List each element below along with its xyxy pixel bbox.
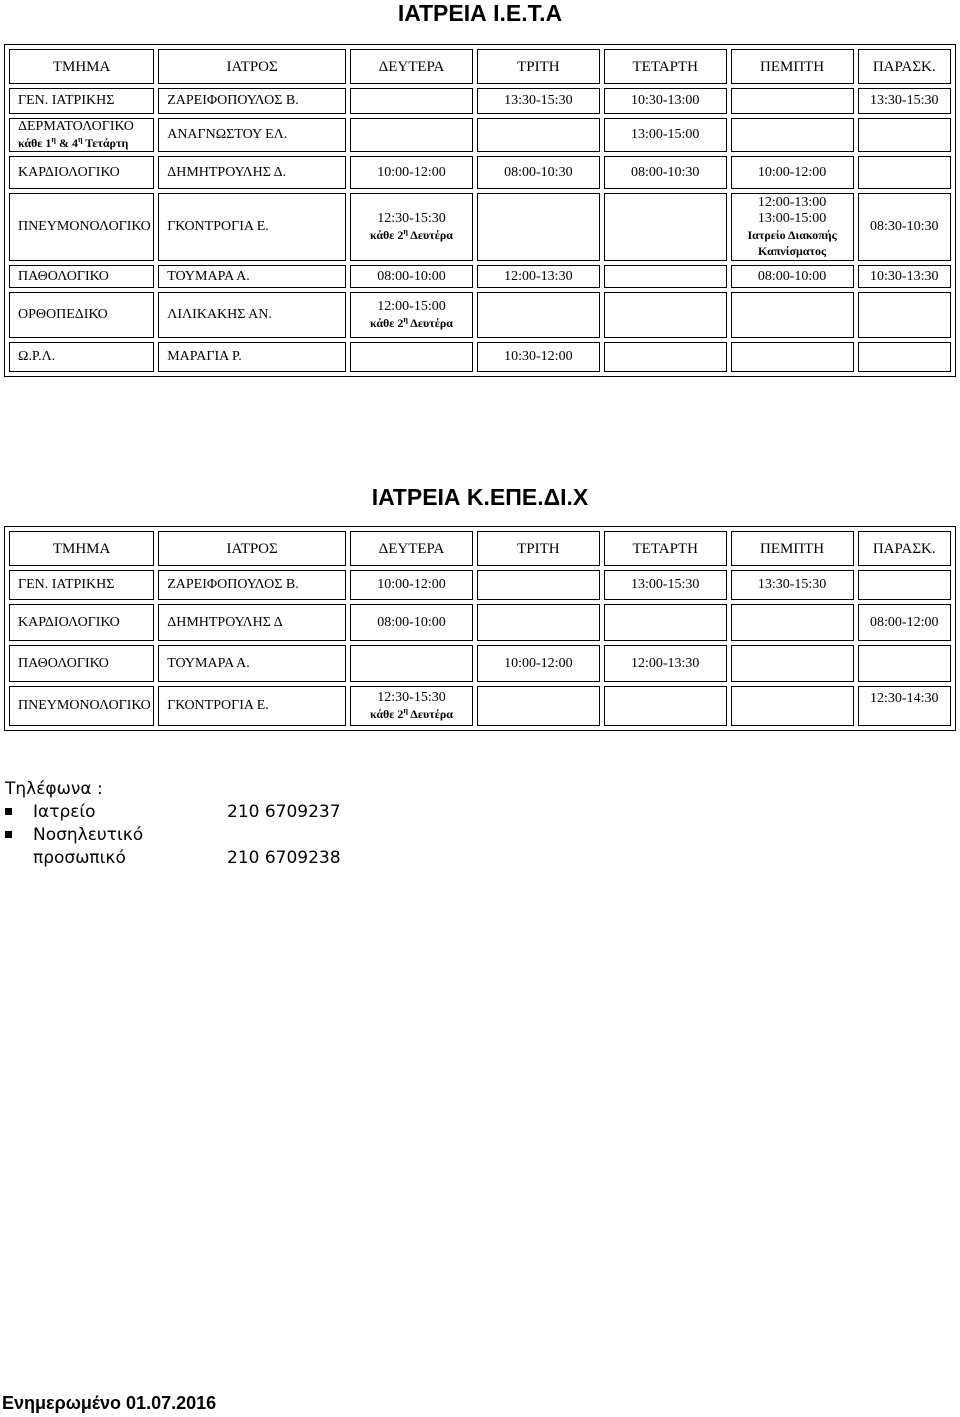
dept-cell: Ω.Ρ.Λ. (9, 342, 154, 372)
frequency-note: κάθε $2^\eta$ Δευτέρα (370, 315, 453, 330)
list-item (5, 801, 341, 824)
friday-cell: 13:30-15:30 (858, 88, 952, 114)
dept-cell: ΠΝΕΥΜΟΝΟΛΟΓΙΚΟ (9, 686, 154, 726)
monday-cell (350, 686, 473, 726)
table-row (9, 686, 951, 726)
header-wednesday: ΤΕΤΑΡΤΗ (604, 49, 727, 84)
tuesday-cell (477, 292, 600, 338)
thursday-cell (731, 645, 854, 682)
header-thursday: ΠΕΜΠΤΗ (731, 49, 854, 84)
monday-cell (350, 193, 473, 261)
phone-number: 210 6709237 (227, 802, 341, 822)
thursday-cell (731, 292, 854, 338)
dept-cell: ΠΑΘΟΛΟΓΙΚΟ (9, 645, 154, 682)
dept-name: ΔΕΡΜΑΤΟΛΟΓΙΚΟ (18, 119, 134, 134)
header-monday: ΔΕΥΤΕΡΑ (350, 49, 473, 84)
header-tuesday: ΤΡΙΤΗ (477, 531, 600, 566)
friday-cell: 10:30-13:30 (858, 265, 952, 288)
doctor-cell: ΤΟΥΜΑΡΑ Α. (158, 645, 346, 682)
monday-cell: 10:00-12:00 (350, 570, 473, 600)
doctor-cell: ΖΑΡΕΙΦΟΠΟΥΛΟΣ Β. (158, 88, 346, 114)
dept-cell (9, 118, 154, 152)
wednesday-cell (604, 265, 727, 288)
updated-date: Ενημερωμένο 01.07.2016 (2, 1393, 217, 1413)
header-friday: ΠΑΡΑΣΚ. (858, 49, 952, 84)
friday-cell (858, 570, 952, 600)
wednesday-cell (604, 193, 727, 261)
clinic-note: Καπνίσματος (758, 244, 827, 258)
monday-cell: 10:00-12:00 (350, 156, 473, 189)
wednesday-cell: 12:00-13:30 (604, 645, 727, 682)
thursday-cell: 08:00-10:00 (731, 265, 854, 288)
doctor-cell: ΜΑΡΑΓΙΑ Ρ. (158, 342, 346, 372)
tuesday-cell (477, 686, 600, 726)
doctor-cell: ΓΚΟΝΤΡΟΓΙΑ Ε. (158, 686, 346, 726)
wednesday-cell: 10:30-13:00 (604, 88, 727, 114)
table-row (9, 88, 951, 114)
header-doctor: ΙΑΤΡΟΣ (158, 49, 346, 84)
schedule-table-kepedix (4, 526, 956, 731)
wednesday-cell (604, 292, 727, 338)
thursday-cell (731, 88, 854, 114)
section2-title: ΙΑΤΡΕΙΑ Κ.ΕΠΕ.ΔΙ.Χ (371, 484, 589, 510)
tuesday-cell (477, 118, 600, 152)
table-row (9, 265, 951, 288)
wednesday-cell: 13:00-15:30 (604, 570, 727, 600)
friday-cell (858, 342, 952, 372)
header-thursday: ΠΕΜΠΤΗ (731, 531, 854, 566)
dept-cell: ΟΡΘΟΠΕΔΙΚΟ (9, 292, 154, 338)
time-slot: 12:30-15:30 (377, 690, 446, 705)
wednesday-cell (604, 342, 727, 372)
tuesday-cell: 10:00-12:00 (477, 645, 600, 682)
schedule-table-ieta (4, 44, 956, 377)
header-friday: ΠΑΡΑΣΚ. (858, 531, 952, 566)
thursday-cell (731, 604, 854, 641)
thursday-cell (731, 342, 854, 372)
table-row (9, 645, 951, 682)
monday-cell (350, 342, 473, 372)
table-row (9, 604, 951, 641)
monday-cell (350, 645, 473, 682)
doctor-cell: ΔΗΜΗΤΡΟΥΛΗΣ Δ (158, 604, 346, 641)
table-header-row (9, 49, 951, 84)
thursday-cell: 13:30-15:30 (731, 570, 854, 600)
time-slot: 13:00-15:00 (757, 211, 827, 226)
list-item (5, 824, 341, 870)
table-row (9, 118, 951, 152)
doctor-cell: ΓΚΟΝΤΡΟΓΙΑ Ε. (158, 193, 346, 261)
header-monday: ΔΕΥΤΕΡΑ (350, 531, 473, 566)
monday-cell: 08:00-10:00 (350, 604, 473, 641)
friday-cell (858, 292, 952, 338)
tuesday-cell: 13:30-15:30 (477, 88, 600, 114)
bullet-square-icon (5, 808, 12, 815)
thursday-cell (731, 686, 854, 726)
friday-cell: 08:00-12:00 (858, 604, 952, 641)
section1-title: ΙΑΤΡΕΙΑ Ι.Ε.Τ.Α (397, 0, 563, 26)
monday-cell (350, 88, 473, 114)
dept-cell: ΚΑΡΔΙΟΛΟΓΙΚΟ (9, 156, 154, 189)
phones-list (5, 801, 341, 870)
monday-cell (350, 292, 473, 338)
friday-cell: 12:30-14:30 (858, 686, 952, 726)
table-row (9, 156, 951, 189)
header-wednesday: ΤΕΤΑΡΤΗ (604, 531, 727, 566)
time-slot: 12:30-15:30 (377, 211, 446, 226)
tuesday-cell (477, 604, 600, 641)
dept-cell: ΠΝΕΥΜΟΝΟΛΟΓΙΚΟ (9, 193, 154, 261)
wednesday-cell: 08:00-10:30 (604, 156, 727, 189)
tuesday-cell: 12:00-13:30 (477, 265, 600, 288)
phone-label: Ιατρείο (33, 802, 96, 822)
doctor-cell: ΛΙΛΙΚΑΚΗΣ ΑΝ. (158, 292, 346, 338)
frequency-note: κάθε $2^\eta$ Δευτέρα (370, 227, 453, 242)
wednesday-cell (604, 686, 727, 726)
thursday-cell: 10:00-12:00 (731, 156, 854, 189)
thursday-cell (731, 118, 854, 152)
tuesday-cell: 08:00-10:30 (477, 156, 600, 189)
wednesday-cell: 13:00-15:00 (604, 118, 727, 152)
monday-cell: 08:00-10:00 (350, 265, 473, 288)
phone-number: 210 6709238 (227, 848, 341, 868)
tuesday-cell (477, 193, 600, 261)
tuesday-cell: 10:30-12:00 (477, 342, 600, 372)
table-header-row (9, 531, 951, 566)
table-row (9, 342, 951, 372)
dept-cell: ΓΕΝ. ΙΑΤΡΙΚΗΣ (9, 88, 154, 114)
header-tuesday: ΤΡΙΤΗ (477, 49, 600, 84)
phones-section (5, 778, 341, 870)
frequency-note: κάθε $2^\eta$ Δευτέρα (370, 706, 453, 721)
friday-cell (858, 645, 952, 682)
time-slot: 12:00-15:00 (377, 299, 446, 314)
monday-cell (350, 118, 473, 152)
friday-cell (858, 118, 952, 152)
phone-label: Νοσηλευτικό προσωπικό (33, 825, 144, 868)
dept-cell: ΓΕΝ. ΙΑΤΡΙΚΗΣ (9, 570, 154, 600)
thursday-cell (731, 193, 854, 261)
clinic-note: Ιατρείο Διακοπής (747, 228, 837, 242)
header-doctor: ΙΑΤΡΟΣ (158, 531, 346, 566)
tuesday-cell (477, 570, 600, 600)
phones-title: Τηλέφωνα : (5, 779, 103, 799)
header-dept: ΤΜΗΜΑ (9, 49, 154, 84)
time-slot: 12:00-13:00 (757, 195, 827, 210)
table-row (9, 292, 951, 338)
bullet-square-icon (5, 831, 12, 838)
doctor-cell: ΔΗΜΗΤΡΟΥΛΗΣ Δ. (158, 156, 346, 189)
dept-note: κάθε $1^\eta$ & $4^\eta$ Τετάρτη (18, 135, 129, 150)
wednesday-cell (604, 604, 727, 641)
doctor-cell: ΤΟΥΜΑΡΑ Α. (158, 265, 346, 288)
dept-cell: ΠΑΘΟΛΟΓΙΚΟ (9, 265, 154, 288)
table-row (9, 570, 951, 600)
doctor-cell: ΖΑΡΕΙΦΟΠΟΥΛΟΣ Β. (158, 570, 346, 600)
friday-cell: 08:30-10:30 (858, 193, 952, 261)
header-dept: ΤΜΗΜΑ (9, 531, 154, 566)
doctor-cell: ΑΝΑΓΝΩΣΤΟΥ ΕΛ. (158, 118, 346, 152)
friday-cell (858, 156, 952, 189)
table-row (9, 193, 951, 261)
dept-cell: ΚΑΡΔΙΟΛΟΓΙΚΟ (9, 604, 154, 641)
